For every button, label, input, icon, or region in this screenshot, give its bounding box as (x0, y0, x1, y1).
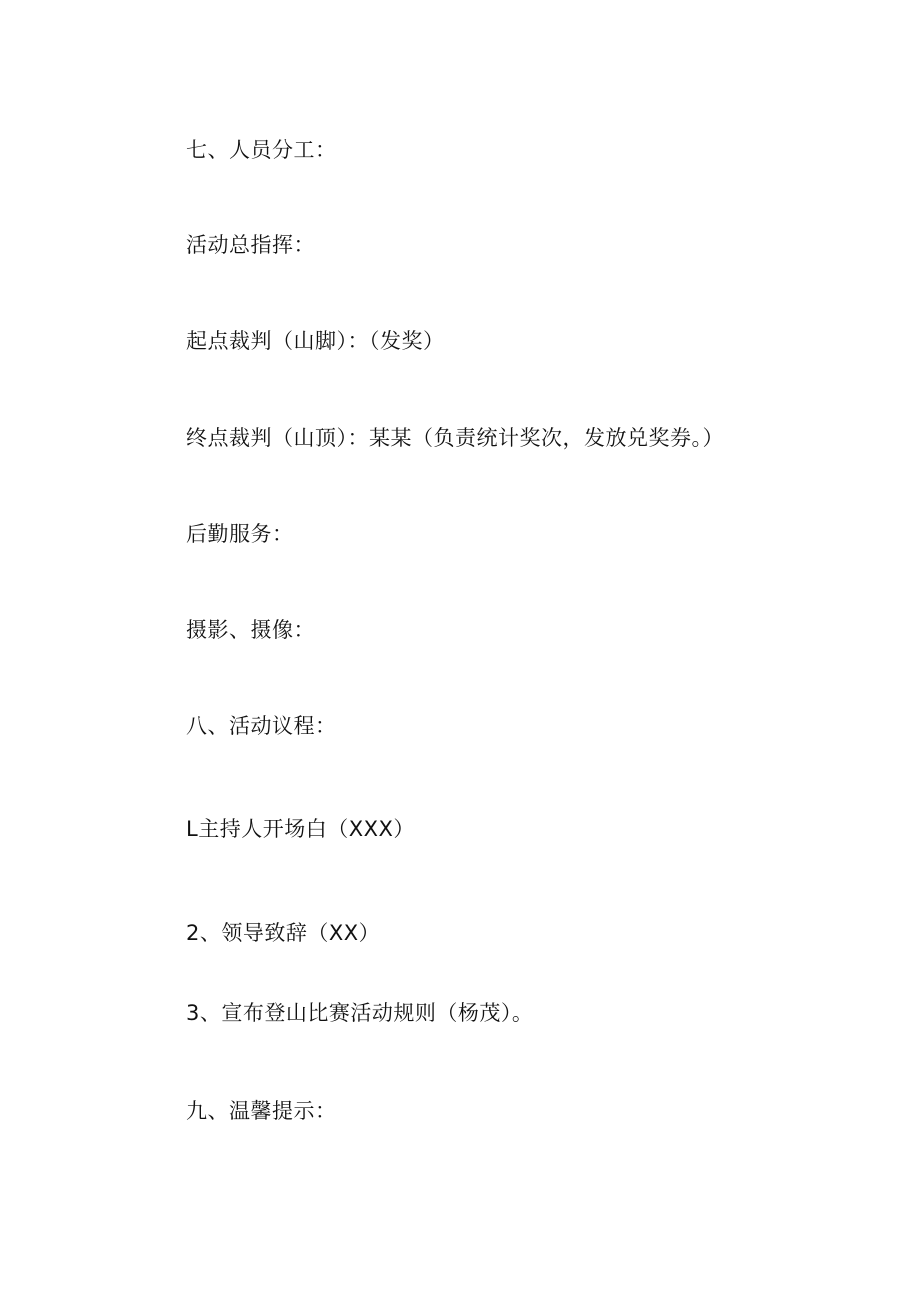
section-heading-staff: 七、人员分工： (186, 138, 337, 162)
staff-start-referee: 起点裁判（山脚）：（发奖） (186, 329, 445, 353)
section-heading-agenda: 八、活动议程： (186, 714, 337, 738)
agenda-item-3: 3、宣布登山比赛活动规则（杨茂）。 (186, 1001, 534, 1025)
section-heading-tips: 九、温馨提示： (186, 1099, 337, 1123)
agenda-item-2: 2、领导致辞（XX） (186, 921, 381, 945)
staff-commander: 活动总指挥： (186, 233, 315, 257)
staff-finish-referee: 终点裁判（山顶）：某某（负责统计奖次，发放兑奖券。） (186, 426, 724, 450)
agenda-item-1: L主持人开场白（XXX） (186, 817, 415, 841)
staff-logistics: 后勤服务： (186, 522, 294, 546)
staff-photography: 摄影、摄像： (186, 618, 315, 642)
